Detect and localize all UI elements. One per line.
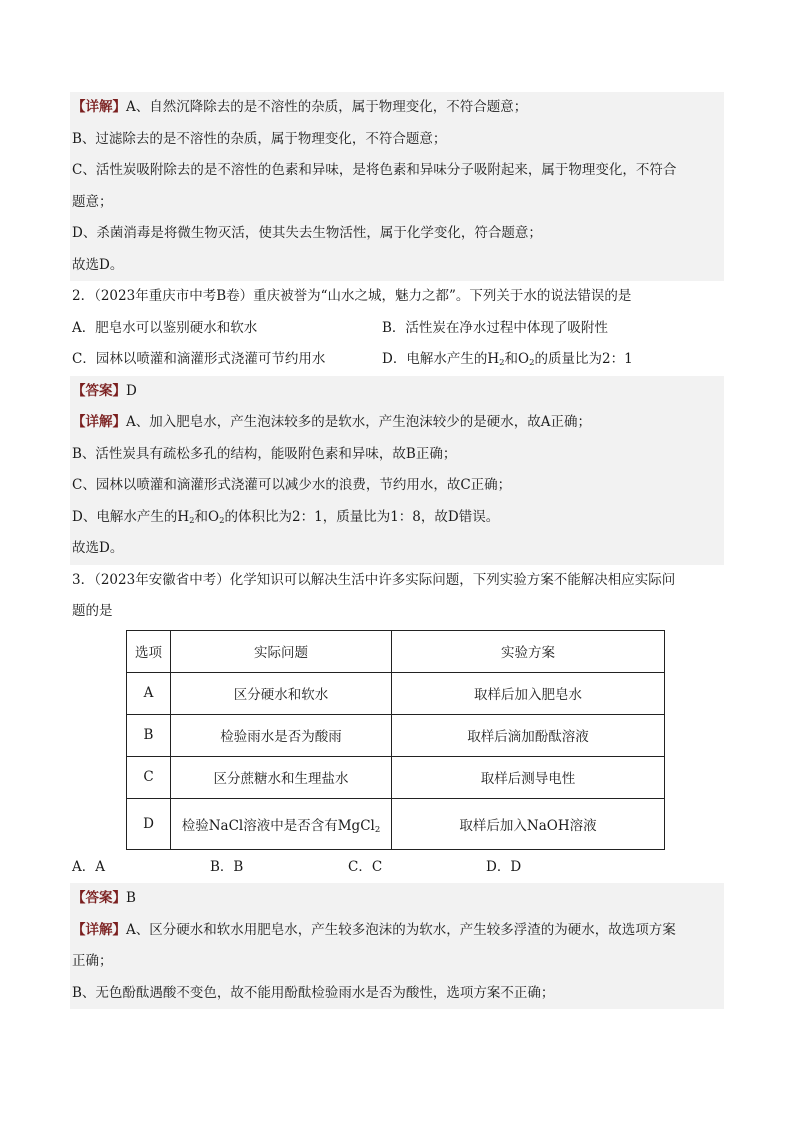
table-cell: A (127, 672, 171, 714)
q3-options-row (70, 852, 724, 884)
q1-detail-line-a: 【详解】A、自然沉降除去的是不溶性的杂质，属于物理变化，不符合题意； (70, 92, 724, 124)
q1-detail-line-d: D、杀菌消毒是将微生物灭活，使其失去生物活性，属于化学变化，符合题意； (70, 218, 724, 250)
q1-detail-line-b: B、过滤除去的是不溶性的杂质，属于物理变化，不符合题意； (70, 124, 724, 156)
q2-detail-line-d: D、电解水产生的$H_2$和$O_2$的体积比为2：1，质量比为1：8，故D错误。 (70, 502, 724, 534)
table-row (127, 672, 665, 714)
q3-stem-line-2: 题的是 (72, 603, 113, 619)
q1-detail-line-c1: C、活性炭吸附除去的是不溶性的色素和异味，是将色素和异味分子吸附起来，属于物理变化，不符合 (70, 155, 724, 187)
q3-detail-line-a2: 正确； (70, 946, 724, 978)
q3-detail-line-a1: 【详解】A、区分硬水和软水用肥皂水，产生较多泡沫的为软水，产生较多浮渣的为硬水，故选项方案 (70, 915, 724, 947)
table-cell: 取样后加入肥皂水 (392, 672, 665, 714)
answer-tag: 【答案】 (72, 382, 126, 399)
q3-detail-line-b: B、无色酚酞遇酸不变色，故不能用酚酞检验雨水是否为酸性，选项方案不正确； (70, 978, 724, 1010)
table-header-cell: 选项 (127, 630, 171, 672)
table-cell: C (127, 756, 171, 798)
q2-detail-line-a: 【详解】A、加入肥皂水，产生泡沫较多的是软水，产生泡沫较少的是硬水，故A正确； (70, 407, 724, 439)
table-header-cell: 实际问题 (171, 630, 392, 672)
answer-tag: 【答案】 (72, 890, 126, 906)
q2-option-c: C．园林以喷灌和滴灌形式浇灌可节约用水 (72, 351, 326, 367)
table-cell: 区分硬水和软水 (171, 672, 392, 714)
q3-option-c: C．C (348, 858, 383, 875)
q2-option-a: A．肥皂水可以鉴别硬水和软水 (72, 319, 258, 336)
table-row (127, 798, 665, 849)
q2-answer: 【答案】D (70, 376, 724, 408)
q3-option-a: A．A (72, 858, 105, 875)
table-row (127, 714, 665, 756)
q3-stem-line-1: 3．（2023年安徽省中考）化学知识可以解决生活中许多实际问题，下列实验方案不能解决相应实际问 (72, 571, 676, 588)
table-cell: 取样后滴加酚酞溶液 (392, 714, 665, 756)
q3-option-b: B．B (210, 858, 244, 875)
q2-options-row-1 (70, 313, 724, 345)
q2-option-d: D．电解水产生的$H_2$和$O_2$的质量比为2：1 (382, 351, 633, 368)
table-row (127, 756, 665, 798)
table-cell: 取样后测导电性 (392, 756, 665, 798)
document-page (70, 92, 724, 1009)
q2-detail-line-c: C、园林以喷灌和滴灌形式浇灌可以减少水的浪费，节约用水，故C正确； (70, 470, 724, 502)
q1-conclusion: 故选D。 (70, 250, 724, 282)
detail-tag: 【详解】 (72, 414, 126, 430)
q2-options-row-2 (70, 344, 724, 376)
table-cell: 区分蔗糖水和生理盐水 (171, 756, 392, 798)
table-header-cell: 实验方案 (392, 630, 665, 672)
table-cell: 取样后加入NaOH溶液 (392, 798, 665, 849)
q3-experiment-table (126, 630, 665, 850)
table-cell: 检验NaCl溶液中是否含有MgCl$_2$ (171, 798, 392, 849)
table-cell: D (127, 798, 171, 849)
table-header-row (127, 630, 665, 672)
q2-detail-line-b: B、活性炭具有疏松多孔的结构，能吸附色素和异味，故B正确； (70, 439, 724, 471)
detail-tag: 【详解】 (72, 921, 126, 938)
q3-answer: 【答案】B (70, 883, 724, 915)
q2-conclusion: 故选D。 (70, 533, 724, 565)
q3-option-d: D．D (486, 858, 522, 875)
q1-detail-line-c2: 题意； (70, 187, 724, 219)
detail-tag: 【详解】 (72, 99, 126, 115)
q2-option-b: B．活性炭在净水过程中体现了吸附性 (382, 319, 608, 336)
q2-stem: 2．（2023年重庆市中考B卷）重庆被誉为“山水之城，魅力之都”。下列关于水的说法错误的是 (72, 288, 632, 304)
table-cell: 检验雨水是否为酸雨 (171, 714, 392, 756)
table-cell: B (127, 714, 171, 756)
